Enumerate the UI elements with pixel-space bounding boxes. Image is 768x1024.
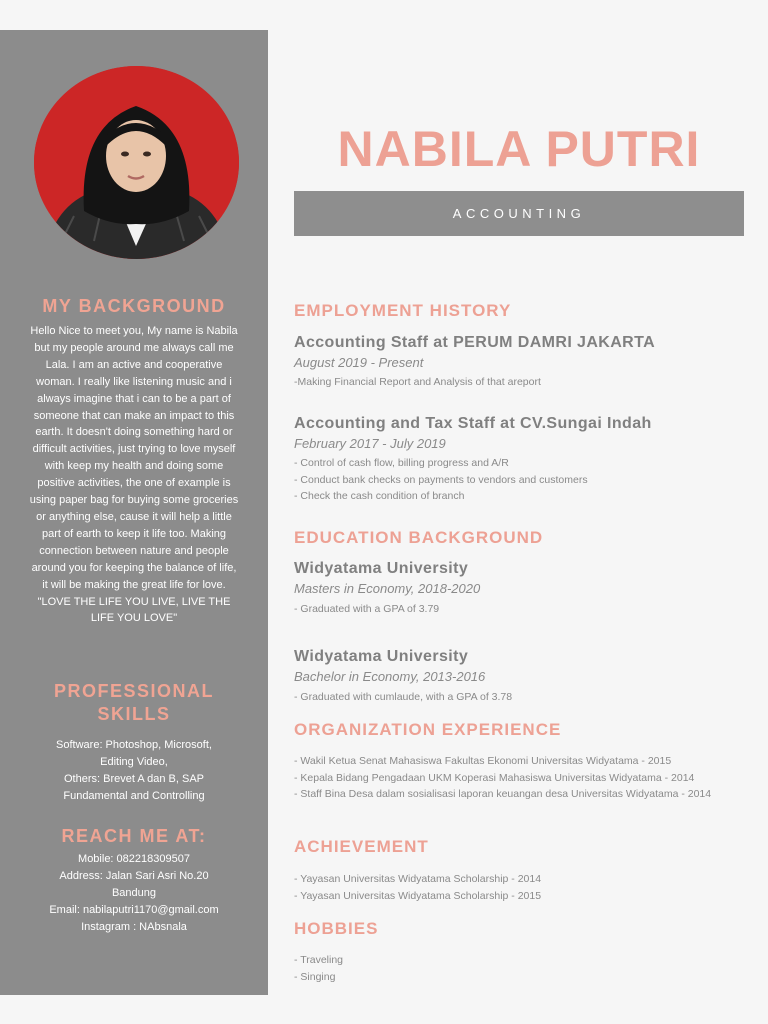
contact-instagram: Instagram : NAbsnala	[81, 921, 187, 933]
contact-address: Address: Jalan Sari Asri No.20 Bandung	[59, 870, 209, 899]
job-detail: - Check the cash condition of branch	[294, 490, 465, 502]
degree: Masters in Economy, 2018-2020	[294, 581, 481, 596]
job-detail: -Making Financial Report and Analysis of that areport	[294, 376, 541, 388]
background-heading: MY BACKGROUND	[42, 296, 226, 316]
education-heading: EDUCATION BACKGROUND	[294, 528, 544, 547]
job-title: Accounting Staff at PERUM DAMRI JAKARTA	[294, 334, 656, 351]
job-detail: - Conduct bank checks on payments to vendors and customers	[294, 473, 588, 486]
employment-heading: EMPLOYMENT HISTORY	[294, 301, 512, 320]
school-name: Widyatama University	[294, 648, 469, 665]
profile-photo	[34, 66, 239, 259]
list-item: - Singing	[294, 970, 336, 983]
job-period: August 2019 - Present	[294, 355, 424, 370]
achievement-heading: ACHIEVEMENT	[294, 837, 429, 856]
education-note: - Graduated with a GPA of 3.79	[294, 603, 440, 615]
sidebar	[0, 30, 268, 995]
skills-others: Others: Brevet A dan B, SAP Fundamental and Controlling	[63, 773, 205, 802]
candidate-name: NABILA PUTRI	[337, 121, 701, 177]
skills-heading-line2: SKILLS	[97, 704, 171, 724]
organization-list	[294, 753, 744, 803]
background-text: Hello Nice to meet you, My name is Nabila but my people around me always call me Lala. I am an active and cooperative woman. I really like listening music and i always imagine that i can to be a part of someone that can make an impact to this earth. It doesn't doing something hard or difficult activities, just trying to love myself with keep my health and doing some positive activities, the one of example is using paper bag for buying some groceries or anything else, cause it will help a little part of earth to keep it life too. Making connection between nature and people around you for keeping the balance of life, it will be making the great life for love. "LOVE THE LIFE YOU LIVE, LIVE THE LIFE YOU LOVE"	[29, 325, 239, 625]
job-title: Accounting and Tax Staff at CV.Sungai Indah	[294, 415, 652, 432]
contact-heading: REACH ME AT:	[61, 826, 207, 846]
job-detail: - Control of cash flow, billing progress and A/R	[294, 457, 509, 469]
degree: Bachelor in Economy, 2013-2016	[294, 669, 486, 684]
list-item: - Kepala Bidang Pengadaan UKM Koperasi Mahasiswa Universitas Widyatama - 2014	[294, 771, 695, 784]
role-banner: ACCOUNTING	[294, 191, 744, 236]
list-item: - Yayasan Universitas Widyatama Scholarship - 2015	[294, 889, 542, 902]
list-item: - Staff Bina Desa dalam sosialisasi laporan keuangan desa Universitas Widyatama - 2014	[294, 788, 712, 800]
school-name: Widyatama University	[294, 560, 469, 577]
job-details	[294, 455, 744, 505]
hobbies-list	[294, 952, 744, 985]
education-note: - Graduated with cumlaude, with a GPA of 3.78	[294, 691, 513, 703]
hobbies-heading: HOBBIES	[294, 919, 379, 938]
contact-email: Email: nabilaputri1170@gmail.com	[49, 904, 219, 916]
achievement-list	[294, 871, 744, 904]
education-details	[294, 601, 744, 618]
education-details	[294, 689, 744, 706]
skills-heading-line1: PROFESSIONAL	[53, 681, 214, 701]
list-item: - Yayasan Universitas Widyatama Scholarship - 2014	[294, 873, 542, 885]
list-item: - Traveling	[294, 954, 344, 966]
organization-heading: ORGANIZATION EXPERIENCE	[294, 720, 562, 739]
list-item: - Wakil Ketua Senat Mahasiswa Fakultas Ekonomi Universitas Widyatama - 2015	[294, 755, 672, 767]
skills-software: Software: Photoshop, Microsoft, Editing Video,	[56, 739, 212, 768]
job-period: February 2017 - July 2019	[294, 436, 446, 451]
job-details	[294, 374, 744, 391]
person-portrait-icon	[34, 66, 239, 259]
contact-mobile: Mobile: 082218309507	[78, 853, 190, 865]
